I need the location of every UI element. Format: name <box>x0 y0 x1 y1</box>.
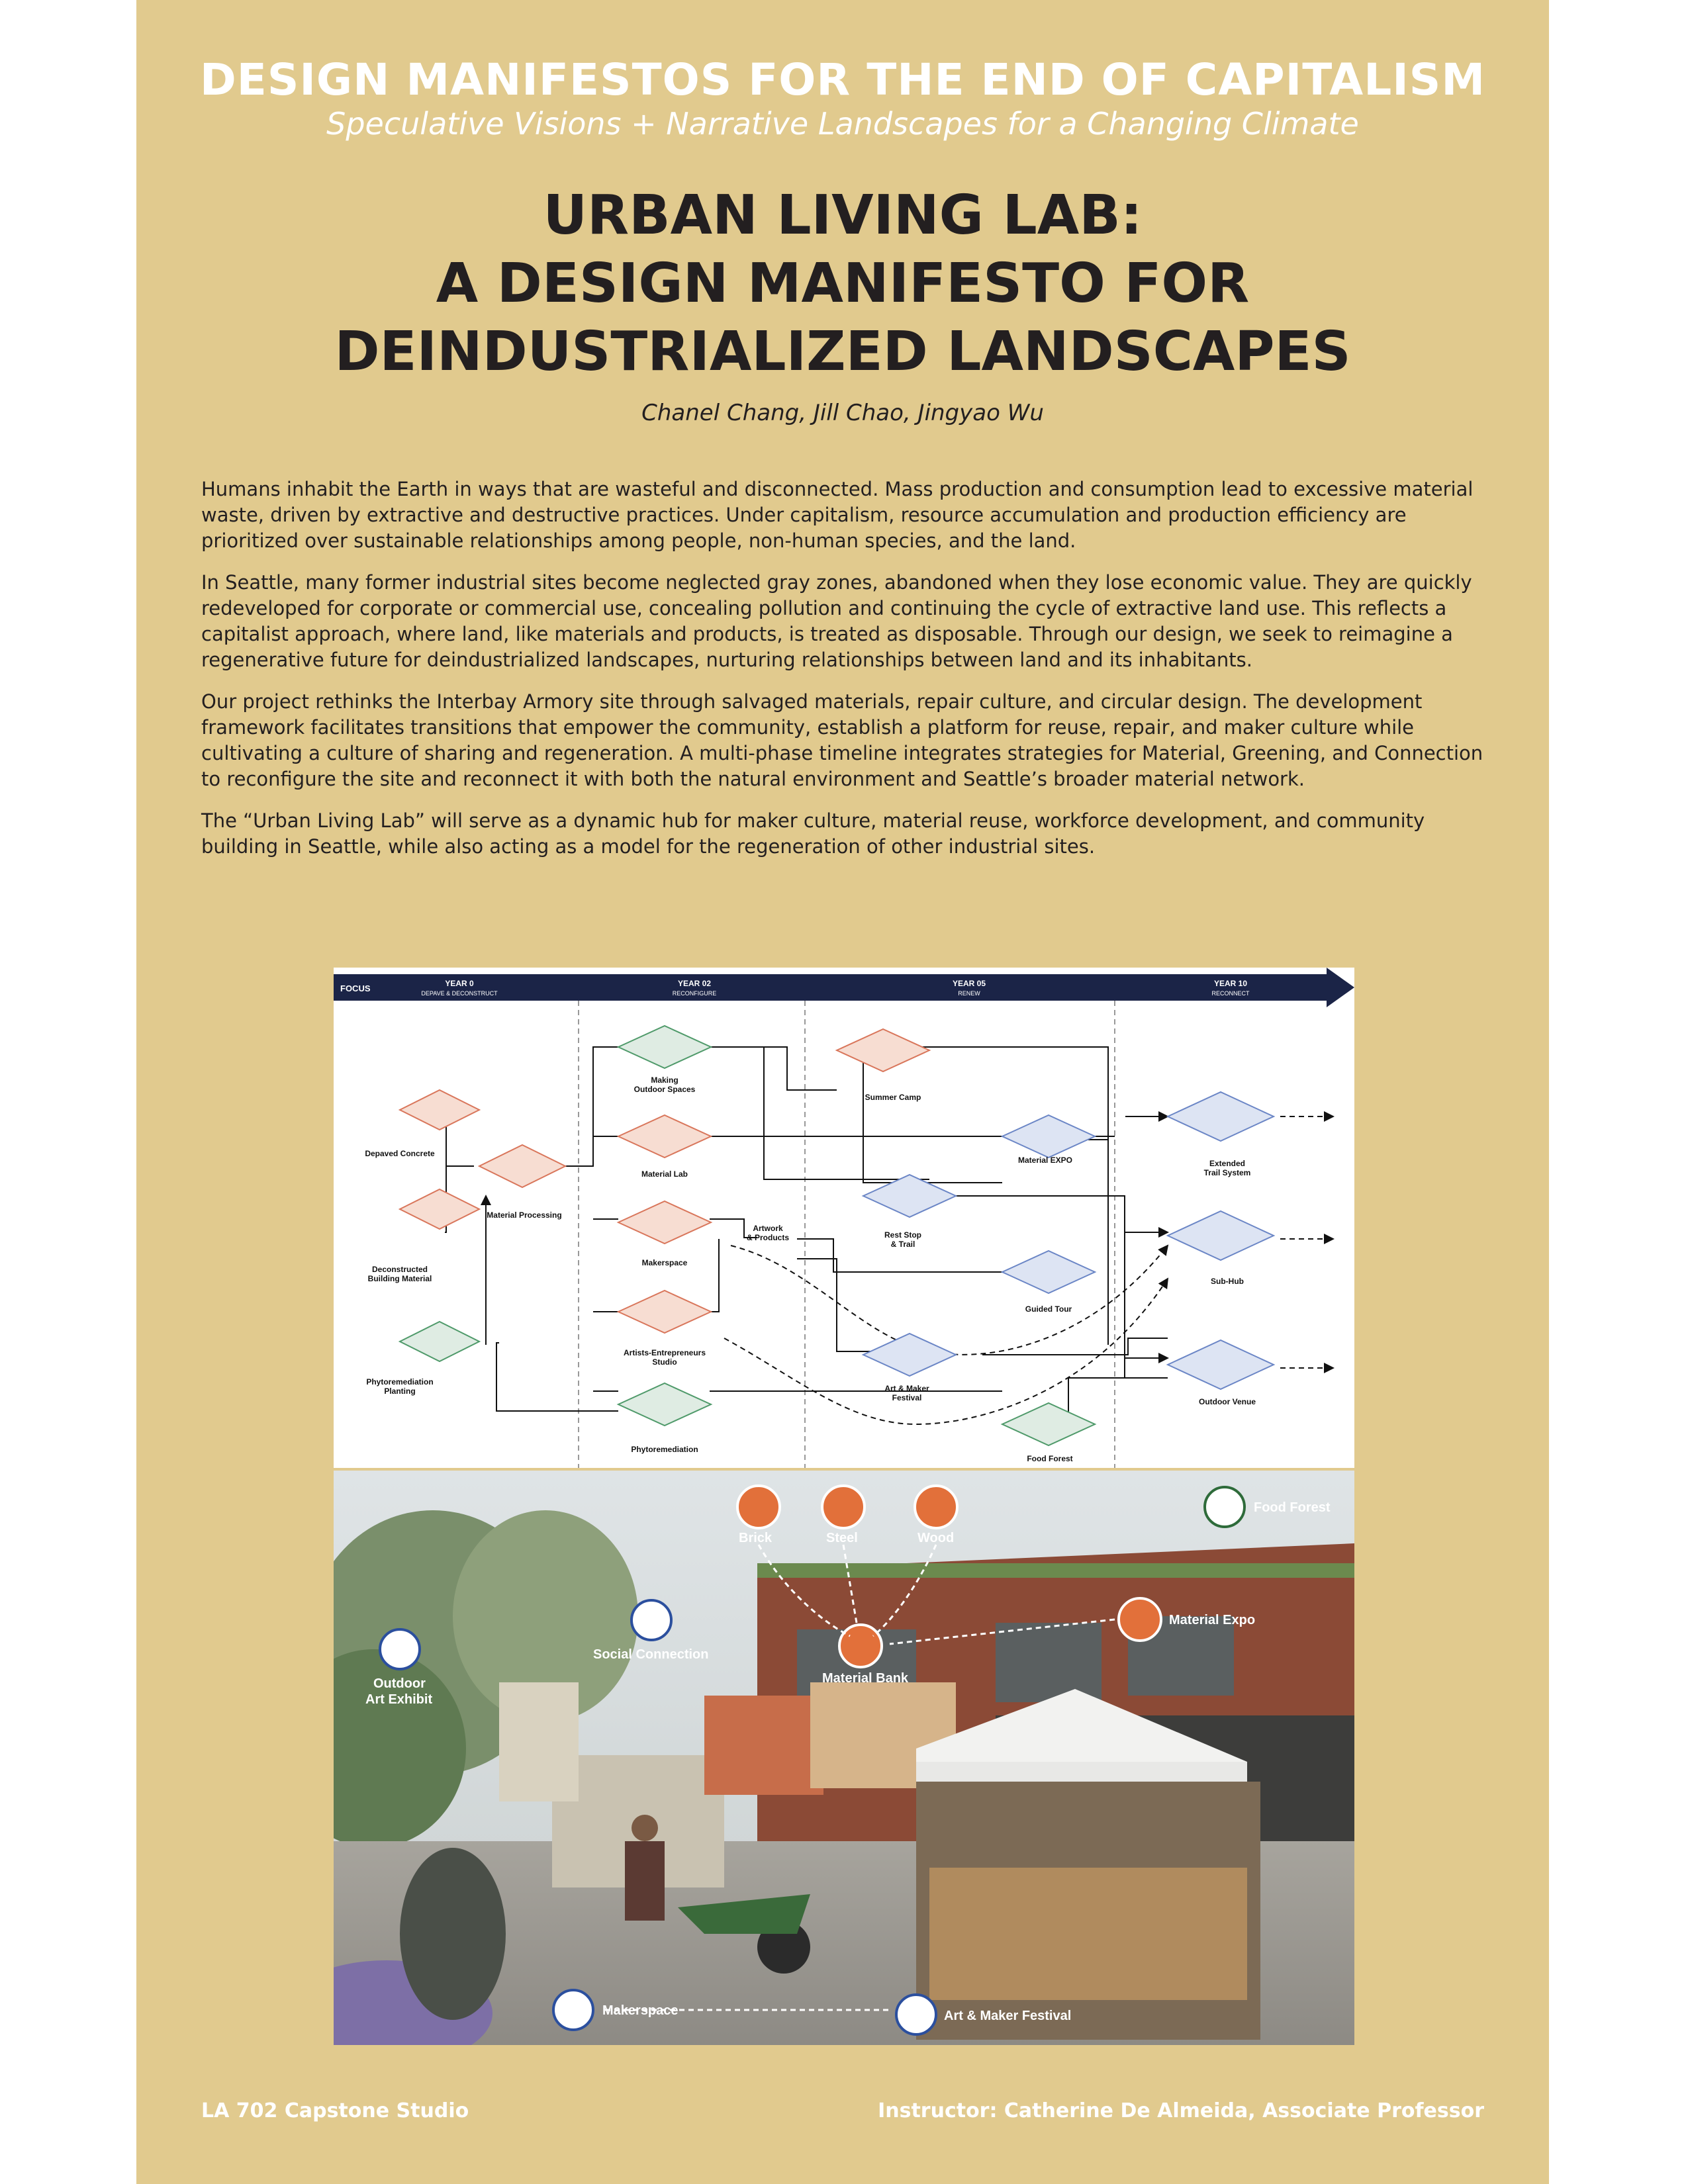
scene-svg <box>334 1471 1354 2045</box>
phase-theme-0: DEPAVE & DECONSTRUCT <box>421 990 498 997</box>
node-venue: Outdoor Venue <box>1198 1397 1256 1406</box>
material-bank-icon <box>839 1625 882 1667</box>
series-subtitle: Speculative Visions + Narrative Landscapes for a Changing Climate <box>326 106 1359 142</box>
manifesto-text <box>201 477 1489 876</box>
node-decon-1: Deconstructed <box>371 1265 428 1274</box>
node-artwork-1: Artwork <box>753 1224 783 1233</box>
paragraph-4: The “Urban Living Lab” will serve as a dynamic hub for maker culture, material reuse, workforce development, and community building in Seattle, while also acting as a model for the regeneration of other industrial sites. <box>201 809 1425 858</box>
handshake-icon <box>632 1600 671 1640</box>
node-phyto-plant-2: Planting <box>384 1387 416 1396</box>
label-art-exhibit-2: Art Exhibit <box>365 1692 433 1707</box>
node-reststop-2: & Trail <box>890 1240 915 1249</box>
paragraph-3: Our project rethinks the Interbay Armory site through salvaged materials, repair culture, and circular design. The development framework facilitates transitions that empower the community, establish a platform for reuse, repair, and maker culture while cultivating a culture of sharing and regeneration. A multi-phase timeline integrates strategies for Material, Greening, and Connection to reconfigure the site and reconnect it with both the natural environment and Seattle’s broader material network. <box>201 690 1483 790</box>
node-artwork-2: & Products <box>746 1233 790 1242</box>
label-material-expo: Material Expo <box>1169 1613 1256 1627</box>
node-trail-2: Trail System <box>1203 1168 1251 1177</box>
timeline-svg <box>334 968 1354 1468</box>
person-wheelbarrow <box>625 1841 665 1921</box>
steel-icon <box>822 1486 865 1528</box>
course-label: LA 702 Capstone Studio <box>201 2099 469 2122</box>
node-processing: Material Processing <box>487 1210 562 1220</box>
node-tiles <box>400 1026 1274 1445</box>
phase-theme-3: RECONNECT <box>1211 990 1250 997</box>
project-title-line-2: A DESIGN MANIFESTO FOR <box>436 252 1250 315</box>
authors: Chanel Chang, Jill Chao, Jingyao Wu <box>641 400 1044 426</box>
flask-icon <box>1119 1598 1161 1641</box>
series-title: DESIGN MANIFESTOS FOR THE END OF CAPITALISM <box>199 54 1486 105</box>
label-wood: Wood <box>917 1531 955 1545</box>
project-title <box>136 181 1549 386</box>
node-summer: Summer Camp <box>865 1093 921 1102</box>
node-festival-1: Art & Maker <box>884 1384 929 1393</box>
label-festival: Art & Maker Festival <box>944 2009 1072 2023</box>
node-artists-1: Artists-Entrepreneurs <box>623 1348 706 1357</box>
node-makerspace: Makerspace <box>641 1258 688 1267</box>
node-expo: Material EXPO <box>1017 1156 1073 1165</box>
phase-year-2: YEAR 05 <box>952 979 986 988</box>
label-art-exhibit-1: Outdoor <box>373 1676 426 1691</box>
label-material-bank: Material Bank <box>822 1671 909 1686</box>
paragraph-1: Humans inhabit the Earth in ways that are wasteful and disconnected. Mass production and consumption lead to excessive material waste, driven by extractive and destructive practices. Under capitalism, resource accumulation and production efficiency are prioritized over sustainable relationships among people, non-human species, and the land. <box>201 478 1474 552</box>
phase-year-0: YEAR 0 <box>445 979 474 988</box>
leaf-icon <box>1205 1487 1244 1527</box>
brick-icon <box>737 1486 780 1528</box>
palette-icon <box>380 1629 420 1669</box>
label-social: Social Connection <box>593 1647 709 1662</box>
wood-icon <box>915 1486 957 1528</box>
label-food-forest: Food Forest <box>1254 1500 1331 1515</box>
node-decon-2: Building Material <box>367 1274 432 1283</box>
label-brick: Brick <box>739 1531 773 1545</box>
node-reststop-1: Rest Stop <box>884 1230 922 1240</box>
instructor-label: Instructor: Catherine De Almeida, Associate Professor <box>878 2099 1484 2122</box>
node-artists-2: Studio <box>652 1357 677 1367</box>
node-labels <box>365 1075 1256 1463</box>
timeline-diagram <box>334 968 1354 1468</box>
node-making-1: Making <box>651 1075 679 1085</box>
node-phyto: Phytoremediation <box>631 1445 698 1454</box>
node-depaved: Depaved Concrete <box>365 1149 435 1158</box>
focus-label: FOCUS <box>340 983 371 993</box>
label-steel: Steel <box>826 1531 858 1545</box>
node-lab: Material Lab <box>641 1169 688 1179</box>
node-subhub: Sub-Hub <box>1211 1277 1244 1286</box>
perspective-rendering <box>334 1471 1354 2045</box>
paragraph-2: In Seattle, many former industrial sites become neglected gray zones, abandoned when they lose economic value. They are quickly redeveloped for corporate or commercial use, concealing pollution and continuing the cycle of extractive land use. This reflects a capitalist approach, where land, like materials and products, is treated as disposable. Through our design, we seek to reimagine a regenerative future for deindustrialized landscapes, nurturing relationships between land and its inhabitants. <box>201 571 1472 671</box>
node-foodforest: Food Forest <box>1027 1454 1073 1463</box>
poster <box>136 0 1549 2184</box>
makerspace-icon <box>553 1990 593 2030</box>
phase-year-3: YEAR 10 <box>1213 979 1248 988</box>
node-phyto-plant-1: Phytoremediation <box>366 1377 434 1387</box>
project-title-line-3: DEINDUSTRIALIZED LANDSCAPES <box>334 320 1351 383</box>
phase-year-1: YEAR 02 <box>677 979 712 988</box>
node-festival-2: Festival <box>892 1393 922 1402</box>
market-icon <box>896 1995 936 2034</box>
node-trail-1: Extended <box>1209 1159 1246 1168</box>
timeline-bar <box>334 968 1354 1007</box>
node-making-2: Outdoor Spaces <box>633 1085 696 1094</box>
project-title-line-1: URBAN LIVING LAB: <box>543 184 1143 247</box>
label-makerspace: Makerspace <box>602 2003 679 2018</box>
node-tour: Guided Tour <box>1025 1304 1072 1314</box>
phase-theme-2: RENEW <box>958 990 980 997</box>
connectors <box>445 1047 1168 1424</box>
phase-theme-1: RECONFIGURE <box>672 990 717 997</box>
